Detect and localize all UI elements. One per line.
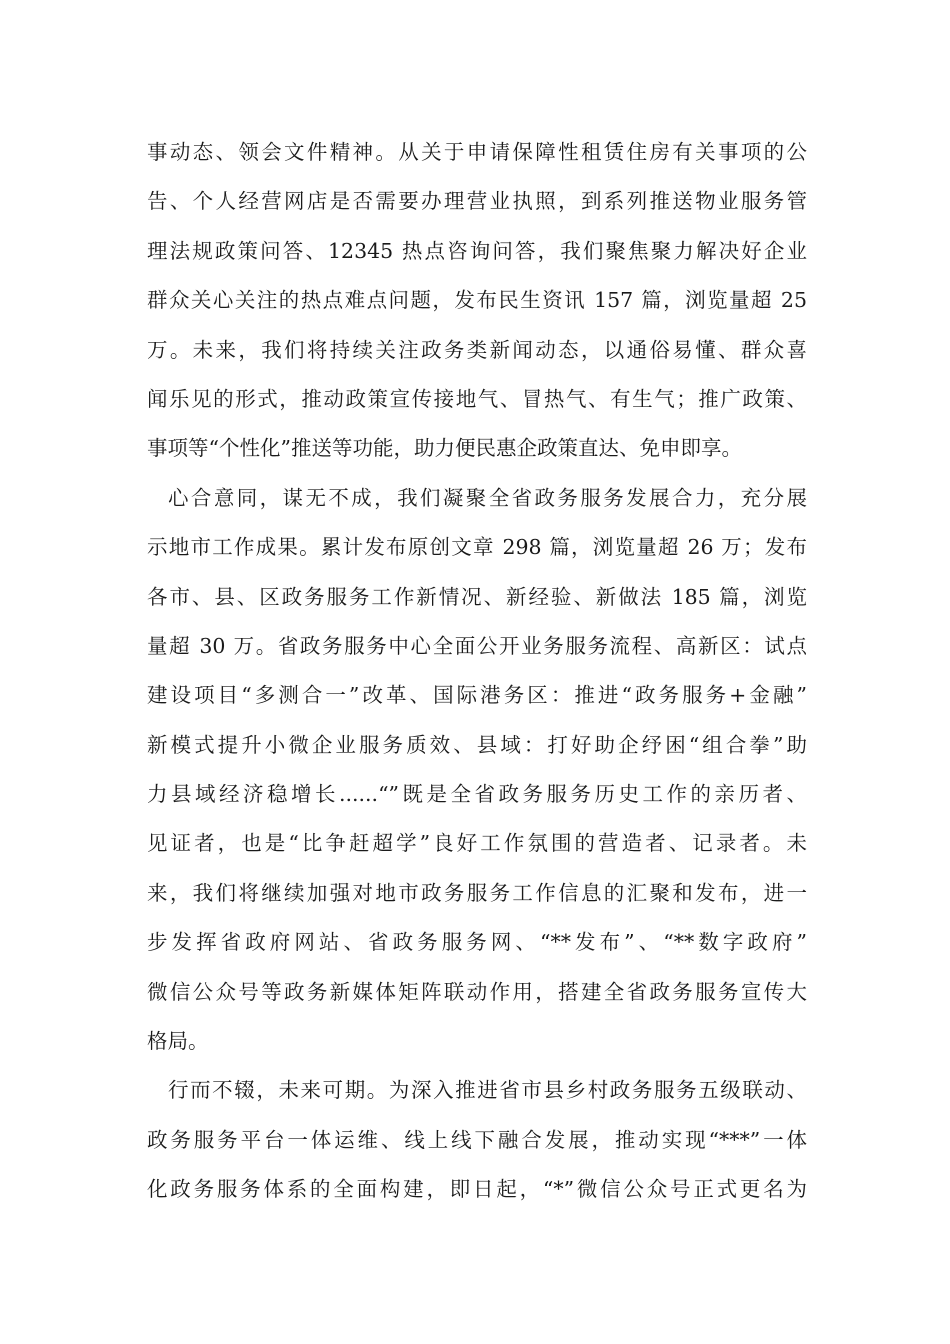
text-line: 建设项目“多测合一”改革、国际港务区：推进“政务服务+金融” xyxy=(147,683,807,708)
text-line: 步发挥省政府网站、省政务服务网、“**发布”、“**数字政府” xyxy=(147,930,807,955)
text-line: 事项等“个性化”推送等功能，助力便民惠企政策直达、免申即享。 xyxy=(147,436,742,461)
paragraph-1 xyxy=(147,128,807,474)
text-line: 各市、县、区政务服务工作新情况、新经验、新做法 185 篇，浏览 xyxy=(147,584,807,609)
text-line: 政务服务平台一体运维、线上线下融合发展，推动实现“***”一体 xyxy=(147,1127,807,1152)
text-line: 量超 30 万。省政务服务中心全面公开业务服务流程、高新区：试点 xyxy=(147,633,807,658)
text-line: 理法规政策问答、12345 热点咨询问答，我们聚焦聚力解决好企业 xyxy=(147,238,807,263)
text-line: 心合意同，谋无不成，我们凝聚全省政务服务发展合力，充分展 xyxy=(168,485,807,510)
text-line: 万。未来，我们将持续关注政务类新闻动态，以通俗易懂、群众喜 xyxy=(147,337,807,362)
text-line: 群众关心关注的热点难点问题，发布民生资讯 157 篇，浏览量超 25 xyxy=(147,288,807,313)
text-line: 格局。 xyxy=(147,1029,209,1054)
text-line: 新模式提升小微企业服务质效、县域：打好助企纾困“组合拳”助 xyxy=(147,732,807,757)
text-line: 来，我们将继续加强对地市政务服务工作信息的汇聚和发布，进一 xyxy=(147,880,807,905)
paragraph-3 xyxy=(147,1066,807,1214)
text-line: 事动态、领会文件精神。从关于申请保障性租赁住房有关事项的公 xyxy=(147,140,807,164)
body-text xyxy=(147,128,807,1215)
paragraph-2 xyxy=(147,474,807,1067)
text-line: 力县域经济稳增长......“”既是全省政务服务历史工作的亲历者、 xyxy=(147,782,807,807)
text-line: 化政务服务体系的全面构建，即日起，“*”微信公众号正式更名为 xyxy=(147,1177,807,1202)
text-line: 闻乐见的形式，推动政策宣传接地气、冒热气、有生气；推广政策、 xyxy=(147,386,807,411)
text-line: 微信公众号等政务新媒体矩阵联动作用，搭建全省政务服务宣传大 xyxy=(147,979,807,1004)
text-line: 行而不辍，未来可期。为深入推进省市县乡村政务服务五级联动、 xyxy=(168,1078,807,1103)
text-line: 见证者，也是“比争赶超学”良好工作氛围的营造者、记录者。未 xyxy=(147,831,807,856)
text-line: 告、个人经营网店是否需要办理营业执照，到系列推送物业服务管 xyxy=(147,189,807,214)
text-line: 示地市工作成果。累计发布原创文章 298 篇，浏览量超 26 万；发布 xyxy=(147,535,807,560)
